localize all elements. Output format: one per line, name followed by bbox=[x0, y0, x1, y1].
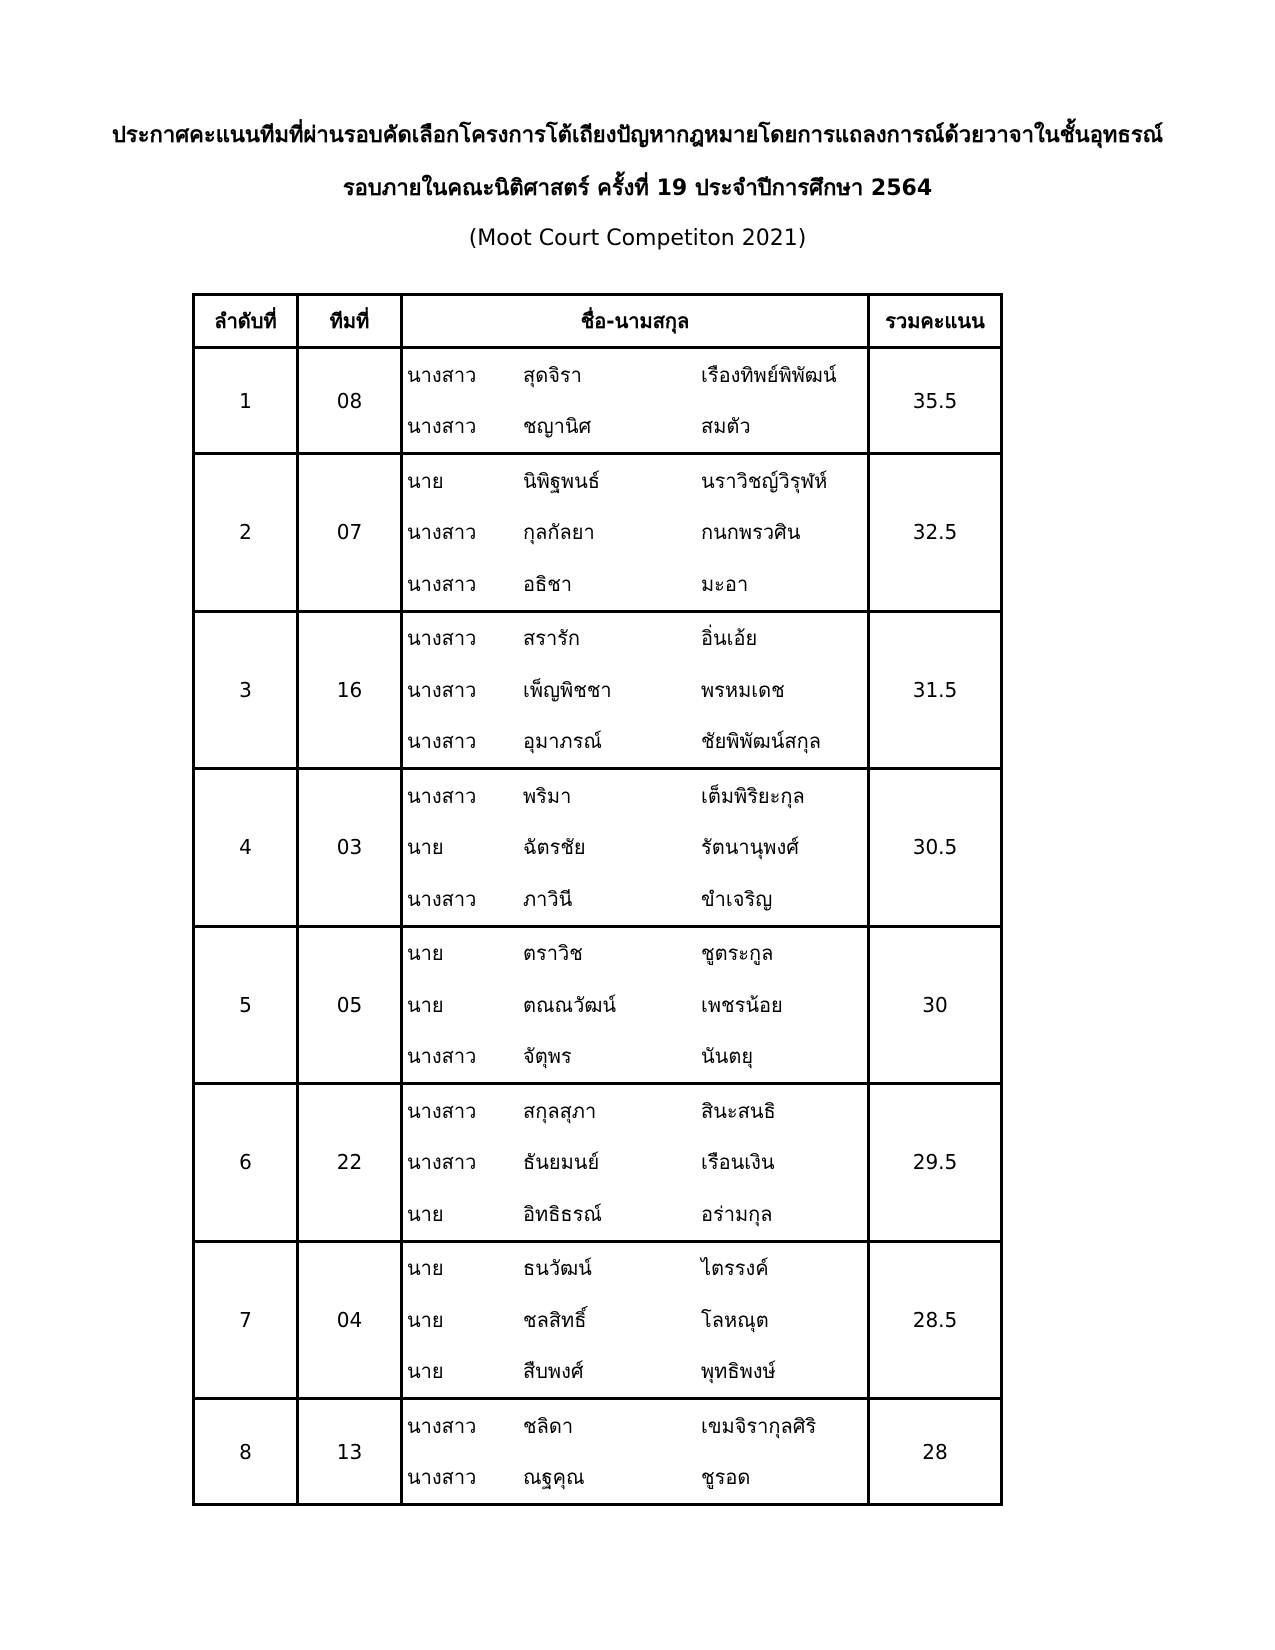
members-cell bbox=[402, 926, 869, 1084]
member-line bbox=[403, 1031, 867, 1083]
team-cell: 13 bbox=[298, 1399, 402, 1505]
member-last-name: ชูรอด bbox=[701, 1465, 751, 1490]
column-header-name: ชื่อ-นามสกุล bbox=[402, 295, 869, 348]
member-first-name: กุลกัลยา bbox=[523, 520, 595, 545]
member-prefix: นาย bbox=[407, 1256, 444, 1281]
member-prefix: นางสาว bbox=[407, 783, 477, 808]
member-last-name: สินะสนธิ bbox=[701, 1098, 776, 1123]
member-last-name: โลหณุต bbox=[701, 1307, 769, 1332]
team-cell: 05 bbox=[298, 926, 402, 1084]
rank-cell: 7 bbox=[194, 1241, 298, 1399]
member-last-name: ชัยพิพัฒน์สกุล bbox=[701, 729, 821, 754]
results-table bbox=[192, 293, 1003, 1506]
member-line bbox=[403, 1294, 867, 1346]
member-first-name: ชลสิทธิ์ bbox=[523, 1307, 587, 1332]
team-cell: 16 bbox=[298, 611, 402, 769]
rank-cell: 8 bbox=[194, 1399, 298, 1505]
member-line bbox=[403, 822, 867, 874]
table-row bbox=[194, 348, 1002, 454]
member-first-name: ชญานิศ bbox=[523, 414, 592, 439]
member-line bbox=[403, 613, 867, 665]
member-last-name: กนกพรวศิน bbox=[701, 520, 801, 545]
member-line bbox=[403, 664, 867, 716]
announcement-title: ประกาศคะแนนทีมที่ผ่านรอบคัดเลือกโครงการโต้เถียงปัญหากฎหมายโดยการแถลงการณ์ด้วยวาจาในชั้นอุทธรณ์ bbox=[111, 123, 1164, 148]
member-line bbox=[403, 1346, 867, 1398]
table-row bbox=[194, 769, 1002, 927]
member-prefix: นางสาว bbox=[407, 414, 477, 439]
score-cell: 31.5 bbox=[869, 611, 1002, 769]
rank-cell: 2 bbox=[194, 454, 298, 612]
member-prefix: นางสาว bbox=[407, 626, 477, 651]
member-first-name: สืบพงศ์ bbox=[523, 1359, 584, 1384]
competition-name: (Moot Court Competiton 2021) bbox=[468, 226, 807, 251]
member-first-name: ณฐคุณ bbox=[523, 1465, 585, 1490]
member-first-name: พริมา bbox=[523, 783, 572, 808]
member-last-name: อร่ามกุล bbox=[701, 1201, 773, 1226]
member-prefix: นาย bbox=[407, 835, 444, 860]
table-body bbox=[194, 348, 1002, 1505]
member-last-name: ขำเจริญ bbox=[701, 886, 773, 911]
member-first-name: ตราวิช bbox=[523, 941, 583, 966]
members-cell bbox=[402, 1241, 869, 1399]
table-header-row bbox=[194, 295, 1002, 348]
members-cell bbox=[402, 1084, 869, 1242]
table-row bbox=[194, 454, 1002, 612]
team-cell: 08 bbox=[298, 348, 402, 454]
member-line bbox=[403, 873, 867, 925]
member-first-name: ธนวัฒน์ bbox=[523, 1256, 592, 1281]
score-cell: 28.5 bbox=[869, 1241, 1002, 1399]
members-cell bbox=[402, 348, 869, 454]
member-first-name: ชลิดา bbox=[523, 1413, 574, 1438]
table-row bbox=[194, 1084, 1002, 1242]
member-line bbox=[403, 1452, 867, 1504]
member-last-name: พุทธิพงษ์ bbox=[701, 1359, 776, 1384]
table-row bbox=[194, 1399, 1002, 1505]
announcement-subtitle: รอบภายในคณะนิติศาสตร์ ครั้งที่ 19 ประจำปีการศึกษา 2564 bbox=[342, 176, 933, 201]
member-last-name: ไตรรงค์ bbox=[701, 1256, 769, 1281]
score-cell: 35.5 bbox=[869, 348, 1002, 454]
member-prefix: นางสาว bbox=[407, 1413, 477, 1438]
member-last-name: เพชรน้อย bbox=[701, 992, 783, 1017]
member-first-name: ภาวินี bbox=[523, 886, 573, 911]
rank-cell: 5 bbox=[194, 926, 298, 1084]
member-last-name: เขมจิรากุลศิริ bbox=[701, 1413, 817, 1438]
member-line bbox=[403, 1400, 867, 1452]
member-first-name: สกุลสุภา bbox=[523, 1098, 597, 1123]
member-line bbox=[403, 1188, 867, 1240]
member-first-name: ฉัตรชัย bbox=[523, 835, 586, 860]
member-first-name: อิทธิธรณ์ bbox=[523, 1201, 602, 1226]
member-line bbox=[403, 1137, 867, 1189]
member-prefix: นาย bbox=[407, 1201, 444, 1226]
team-cell: 22 bbox=[298, 1084, 402, 1242]
member-first-name: สุดจิรา bbox=[523, 362, 582, 387]
member-first-name: อธิชา bbox=[523, 571, 573, 596]
member-last-name: ชูตระกูล bbox=[701, 941, 774, 966]
member-prefix: นางสาว bbox=[407, 1098, 477, 1123]
score-cell: 29.5 bbox=[869, 1084, 1002, 1242]
score-cell: 30 bbox=[869, 926, 1002, 1084]
team-cell: 03 bbox=[298, 769, 402, 927]
member-line bbox=[403, 979, 867, 1031]
member-last-name: นันตยุ bbox=[701, 1044, 754, 1069]
member-last-name: เรืองทิพย์พิพัฒน์ bbox=[701, 362, 837, 387]
member-last-name: สมตัว bbox=[701, 414, 751, 439]
member-first-name: นิพิฐพนธ์ bbox=[523, 468, 600, 493]
rank-cell: 6 bbox=[194, 1084, 298, 1242]
member-prefix: นางสาว bbox=[407, 362, 477, 387]
member-prefix: นาย bbox=[407, 1307, 444, 1332]
member-line bbox=[403, 349, 867, 401]
member-first-name: จัตุพร bbox=[523, 1044, 572, 1069]
member-first-name: สรารัก bbox=[523, 626, 581, 651]
member-line bbox=[403, 558, 867, 610]
member-line bbox=[403, 455, 867, 507]
member-first-name: ธันยมนย์ bbox=[523, 1150, 600, 1175]
member-last-name: อิ่นเอ้ย bbox=[701, 626, 758, 651]
member-prefix: นางสาว bbox=[407, 886, 477, 911]
member-last-name: เต็มพิริยะกุล bbox=[701, 783, 805, 808]
member-prefix: นางสาว bbox=[407, 1150, 477, 1175]
members-cell bbox=[402, 1399, 869, 1505]
column-header-team: ทีมที่ bbox=[298, 295, 402, 348]
member-line bbox=[403, 928, 867, 980]
member-prefix: นางสาว bbox=[407, 1465, 477, 1490]
member-first-name: เพ็ญพิชชา bbox=[523, 677, 612, 702]
member-last-name: นราวิชญ์วิรุฬห์ bbox=[701, 468, 828, 493]
member-prefix: นาย bbox=[407, 1359, 444, 1384]
members-cell bbox=[402, 611, 869, 769]
column-header-rank: ลำดับที่ bbox=[194, 295, 298, 348]
member-prefix: นาย bbox=[407, 468, 444, 493]
members-cell bbox=[402, 454, 869, 612]
rank-cell: 1 bbox=[194, 348, 298, 454]
team-cell: 04 bbox=[298, 1241, 402, 1399]
member-prefix: นางสาว bbox=[407, 1044, 477, 1069]
rank-cell: 4 bbox=[194, 769, 298, 927]
team-cell: 07 bbox=[298, 454, 402, 612]
score-cell: 30.5 bbox=[869, 769, 1002, 927]
member-line bbox=[403, 1085, 867, 1137]
member-line bbox=[403, 716, 867, 768]
member-prefix: นางสาว bbox=[407, 571, 477, 596]
member-prefix: นาย bbox=[407, 992, 444, 1017]
member-line bbox=[403, 401, 867, 453]
member-line bbox=[403, 770, 867, 822]
member-prefix: นางสาว bbox=[407, 520, 477, 545]
member-first-name: ตณณวัฒน์ bbox=[523, 992, 617, 1017]
table-row bbox=[194, 1241, 1002, 1399]
member-last-name: รัตนานุพงศ์ bbox=[701, 835, 799, 860]
score-cell: 32.5 bbox=[869, 454, 1002, 612]
member-last-name: เรือนเงิน bbox=[701, 1150, 775, 1175]
member-prefix: นางสาว bbox=[407, 729, 477, 754]
members-cell bbox=[402, 769, 869, 927]
table-row bbox=[194, 611, 1002, 769]
column-header-score: รวมคะแนน bbox=[869, 295, 1002, 348]
member-prefix: นางสาว bbox=[407, 677, 477, 702]
member-line bbox=[403, 507, 867, 559]
member-last-name: พรหมเดช bbox=[701, 677, 785, 702]
member-line bbox=[403, 1243, 867, 1295]
score-cell: 28 bbox=[869, 1399, 1002, 1505]
table-row bbox=[194, 926, 1002, 1084]
member-first-name: อุมาภรณ์ bbox=[523, 729, 602, 754]
member-last-name: มะอา bbox=[701, 571, 749, 596]
member-prefix: นาย bbox=[407, 941, 444, 966]
rank-cell: 3 bbox=[194, 611, 298, 769]
